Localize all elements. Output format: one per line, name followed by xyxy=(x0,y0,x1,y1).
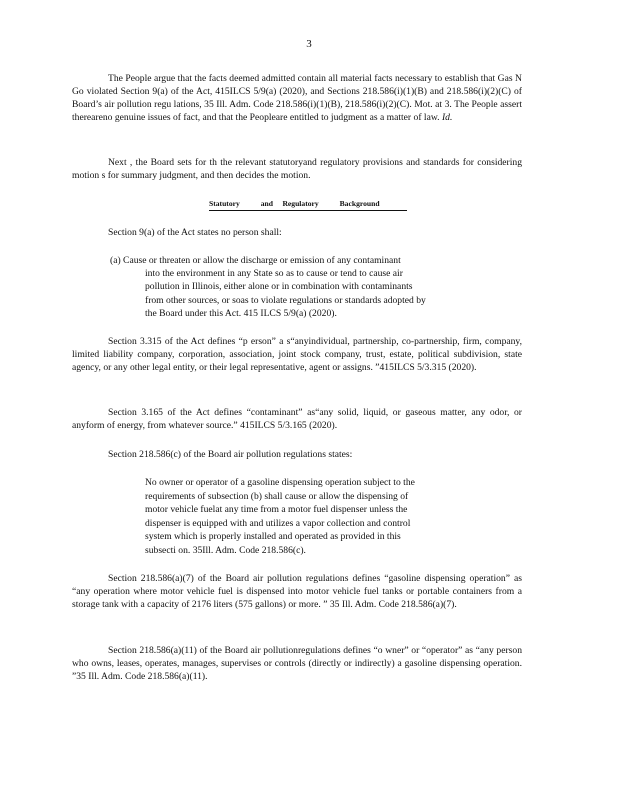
paragraph-section-218586a7: Section 218.586(a)(7) of the Board air pollution regulations defines “gasoline dispensing operation” as “any operation where motor vehicle fuel is dispensed into motor vehicle fuel tanks or portable containers from a storage tank with a capacity of 2176 liters (575 gallons) or more. ” 35 Ill. Adm. Code 218.586(a)(7). xyxy=(72,573,522,610)
section-9a-line-5: the Board under this Act. 415 ILCS 5/9(a) (2020). xyxy=(145,308,337,319)
section-9a-line-1: (a) Cause or threaten or allow the discharge or emission of any contaminant xyxy=(110,255,401,266)
id-citation: Id. xyxy=(441,112,453,123)
quote-218586c-line-3: motor vehicle fuelat any time from a motor fuel dispenser unless the xyxy=(145,504,408,515)
heading-word-background: Background xyxy=(339,199,380,208)
section-9a-line-4: from other sources, or soas to violate regulations or standards adopted by xyxy=(145,295,426,306)
paragraph-section-3315: Section 3.315 of the Act defines “p erson” a s“anyindividual, partnership, co-partnership, firm, company, limited liability company, corporation, association, joint stock company, trust, estate, political subdivision, state agency, or any other legal entity, or their legal representative, agent or assigns. ”415ILCS 5/3.315 (2020). xyxy=(72,336,522,373)
paragraph-people-argue xyxy=(72,72,522,124)
heading-word-statutory: Statutory xyxy=(209,199,240,208)
section-9a-line-3: pollution in Illinois, either alone or in combination with contaminants xyxy=(145,281,413,292)
paragraph-people-argue-text: The People argue that the facts deemed admitted contain all material facts necessary to establish that Gas N Go violated Section 9(a) of the Act, 415ILCS 5/9(a) (2020), and Sections 218.586(i)(1)(B) and 218.586(i)(2)(C) of Board’s air pollution regu lations, 35 Ill. Adm. Code 218.586(i)(1)(B), 218.586(i)(2)(C). Mot. at 3. The People assert thereareno genuine issues of fact, and that the Peopleare entitled to judgment as a matter of law. xyxy=(72,73,522,123)
quote-218586c-line-1: No owner or operator of a gasoline dispensing operation subject to the xyxy=(145,477,415,488)
quote-218586c-line-2: requirements of subsection (b) shall cause or allow the dispensing of xyxy=(145,491,409,502)
quote-218586c-line-5: system which is properly installed and operated as provided in this xyxy=(145,531,401,542)
page-number: 3 xyxy=(306,38,312,50)
section-heading xyxy=(209,199,407,211)
paragraph-section-218586a11: Section 218.586(a)(11) of the Board air pollutionregulations defines “o wner” or “operator” as “any person who owns, leases, operates, manages, supervises or controls (directly or indirectly) a gasoline dispensing operation. ”35 Ill. Adm. Code 218.586(a)(11). xyxy=(72,645,522,682)
heading-word-regulatory: Regulatory xyxy=(282,199,319,208)
quote-218586c-line-6: subsecti on. 35Ill. Adm. Code 218.586(c). xyxy=(145,545,306,556)
quote-218586c-line-4: dispenser is equipped with and utilizes a vapor collection and control xyxy=(145,518,411,529)
paragraph-section-3165: Section 3.165 of the Act defines “contaminant” as“any solid, liquid, or gaseous matter, any odor, or anyform of energy, from whatever source.” 415ILCS 5/3.165 (2020). xyxy=(72,407,522,431)
paragraph-next-board: Next , the Board sets for th the relevant statutoryand regulatory provisions and standards for considering motion s for summary judgment, and then decides the motion. xyxy=(72,157,522,181)
heading-word-and: and xyxy=(260,199,273,208)
section-218586c-intro: Section 218.586(c) of the Board air pollution regulations states: xyxy=(108,449,353,460)
section-9a-intro: Section 9(a) of the Act states no person shall: xyxy=(108,227,282,238)
section-9a-line-2: into the environment in any State so as to cause or tend to cause air xyxy=(145,268,403,279)
